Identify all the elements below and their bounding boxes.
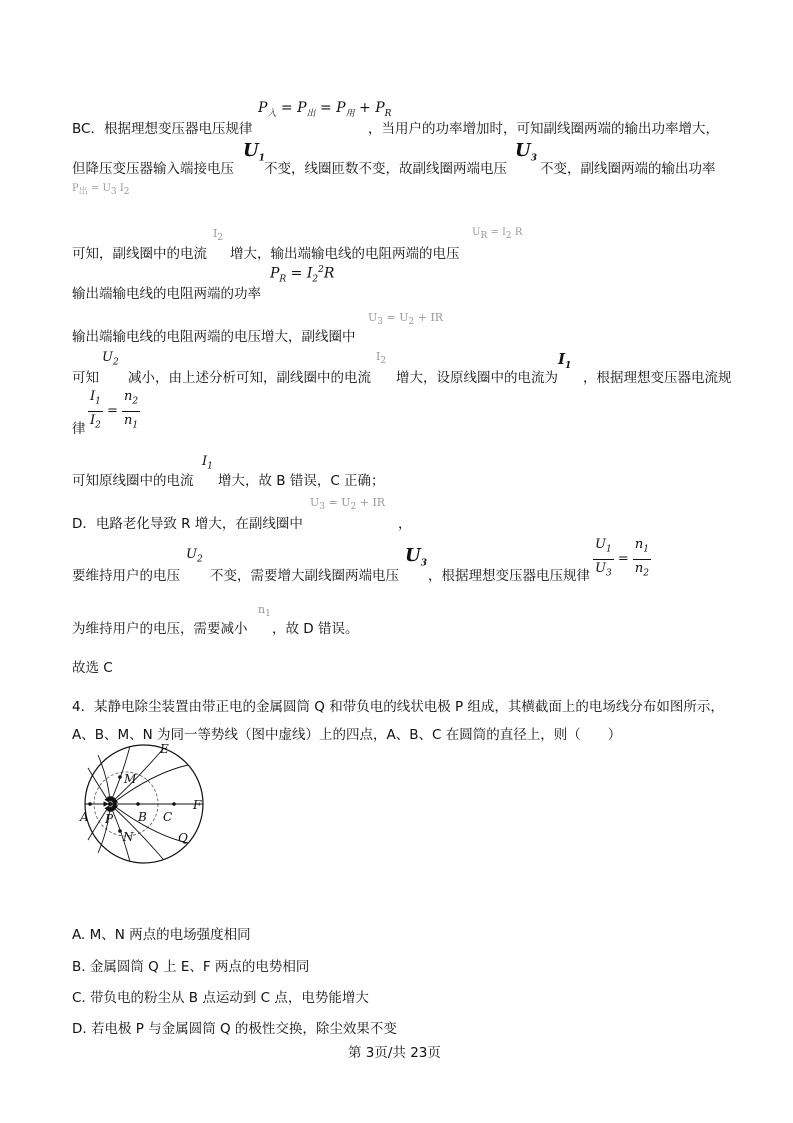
question-number: 4. — [72, 699, 85, 715]
label-C: C — [163, 810, 173, 824]
text-line9a: D．电路老化导致 R 增大，在副线圈中 — [72, 516, 303, 532]
text-line9b: ， — [398, 516, 412, 532]
formula-U3-eq-b: $U_3 = U_2$ + IR — [310, 496, 386, 513]
text-line8b: 增大，故 B 错误，C 正确； — [218, 473, 385, 489]
field-line-up-4 — [88, 768, 109, 802]
text-line8a: 可知原线圈中的电流 — [72, 473, 194, 489]
label-F: F — [193, 798, 202, 812]
text-line6c: 增大，设原线圈中的电流为 — [396, 370, 558, 386]
page-footer: 第 3页/共 23页 — [348, 1045, 441, 1061]
formula-P-out: $P_出 = U_3$ $I_2$ — [72, 183, 130, 197]
formula-I2-a: $I_2$ — [213, 227, 224, 244]
formula-I1-b: $I_1$ — [202, 454, 213, 472]
label-M: M — [124, 772, 137, 786]
formula-power-balance: $P_入 = P_出 = P_用 + P_R$ — [258, 100, 392, 119]
formula-U2-a: $U_2$ — [102, 350, 119, 368]
option-D: D. 若电极 P 与金属圆筒 Q 的极性交换，除尘效果不变 — [72, 1021, 397, 1037]
formula-U1: $U_1$ — [243, 140, 265, 164]
electric-field-diagram — [68, 743, 218, 869]
text-line10b: 不变，需要增大副线圈两端电压 — [210, 568, 399, 584]
text-line2b: 不变，线圈匝数不变，故副线圈两端电压 — [264, 161, 507, 177]
text-line7: 律 — [72, 421, 86, 437]
formula-n1: $n_1$ — [258, 603, 271, 620]
point-A — [88, 802, 92, 806]
text-line10c: ，根据理想变压器电压规律 — [428, 568, 590, 584]
text-line4: 输出端输电线的电阻两端的功率 — [72, 286, 261, 302]
formula-I1-a: $I_1$ — [558, 350, 572, 371]
label-P: P — [105, 812, 114, 826]
label-A: A — [80, 810, 89, 824]
option-C: C. 带负电的粉尘从 B 点运动到 C 点，电势能增大 — [72, 990, 369, 1006]
formula-U3-b: $U_3$ — [405, 545, 427, 569]
point-P — [108, 802, 112, 806]
label-E: E — [160, 743, 169, 756]
formula-PR: $P_R = I_2^2R$ — [270, 265, 335, 285]
text-line2a: 但降压变压器输入端接电压 — [72, 161, 234, 177]
text-bc-line1: BC．根据理想变压器电压规律 — [72, 121, 253, 137]
text-bc-line1b: ，当用户的功率增加时，可知副线圈两端的输出功率增大， — [368, 121, 719, 137]
text-answer: 故选 C — [72, 660, 113, 676]
question-stem-line2: A、B、M、N 为同一等势线（图中虚线）上的四点，A、B、C 在圆筒的直径上，则（ ） — [72, 727, 622, 743]
text-line6a: 可知 — [72, 370, 99, 386]
question-stem-line1: 某静电除尘装置由带正电的金属圆筒 Q 和带负电的线状电极 P 组成，其横截面上的电场线分布如图所示， — [94, 699, 724, 715]
text-line2c: 不变，副线圈两端的输出功率 — [540, 161, 716, 177]
text-line3a: 可知，副线圈中的电流 — [72, 246, 207, 262]
formula-U2-b: $U_2$ — [186, 547, 203, 565]
text-line3b: 增大，输出端输电线的电阻两端的电压 — [230, 246, 460, 262]
text-line6d: ，根据理想变压器电流规 — [583, 370, 732, 386]
formula-U3-eq-a: $U_3 = U_2$ + IR — [368, 311, 444, 328]
formula-current-ratio: $\frac{I_1}{I_2}$ = $\frac{n_2}{n_1}$ — [90, 389, 139, 431]
point-N — [118, 829, 122, 833]
text-line5: 输出端输电线的电阻两端的电压增大，副线圈中 — [72, 329, 356, 345]
option-A: A. M、N 两点的电场强度相同 — [72, 927, 251, 943]
formula-U3: $U_3$ — [515, 140, 537, 164]
label-N: N — [123, 830, 134, 844]
text-line10a: 要维持用户的电压 — [72, 568, 180, 584]
formula-voltage-ratio: $\frac{U_1}{U_3}$ = $\frac{n_1}{n_2}$ — [595, 537, 649, 579]
option-B: B. 金属圆筒 Q 上 E、F 两点的电势相同 — [72, 959, 310, 975]
formula-UR: $U_R = I_2$ R — [472, 227, 523, 241]
formula-I2-b: $I_2$ — [376, 350, 387, 367]
text-line11a: 为维持用户的电压，需要减小 — [72, 621, 248, 637]
point-B — [136, 802, 140, 806]
label-B: B — [138, 810, 147, 824]
text-line6b: 减小，由上述分析可知，副线圈中的电流 — [128, 370, 371, 386]
label-Q: Q — [178, 831, 188, 845]
point-M — [118, 775, 122, 779]
point-C — [172, 802, 176, 806]
text-line11b: ，故 D 错误。 — [272, 621, 359, 637]
